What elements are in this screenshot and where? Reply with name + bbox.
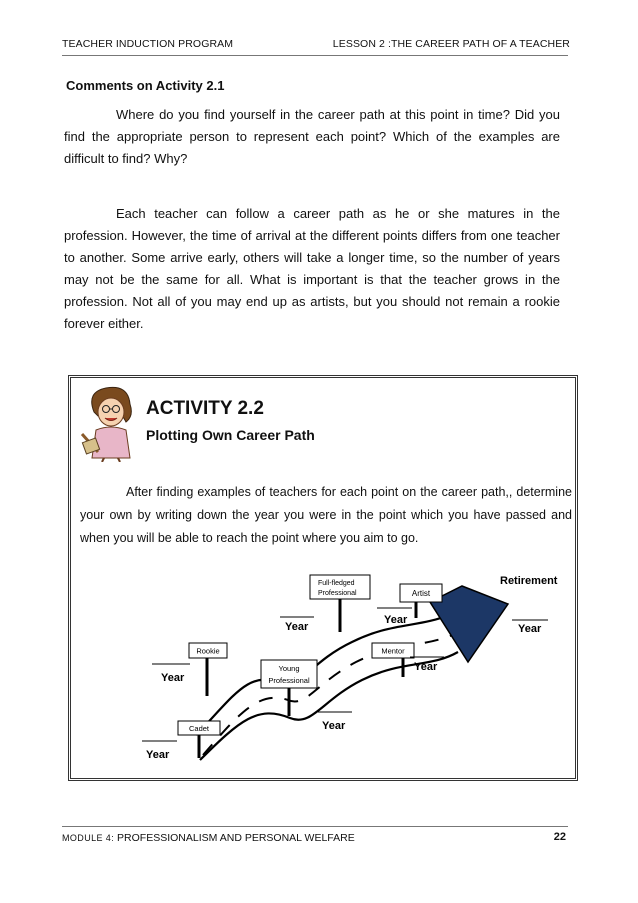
year-label-cadet: Year (146, 749, 170, 761)
career-path-diagram (70, 560, 576, 778)
stage-mentor-label: Mentor (381, 646, 405, 656)
footer-module-title: PROFESSIONALISM AND PERSONAL WELFARE (117, 832, 355, 844)
activity-subtitle: Plotting Own Career Path (146, 427, 315, 443)
stage-young-professional-label-2: Professional (268, 676, 310, 685)
stage-artist-label: Artist (411, 589, 431, 598)
comments-paragraph-2 (64, 203, 560, 335)
comments-paragraph-1-text: Where do you find yourself in the career path at this point in time? Did you find the appropriate person to represent each point? Which of the examples are difficult to find? Why? (64, 107, 560, 166)
year-label-artist: Year (384, 614, 408, 626)
comments-paragraph-2-text: Each teacher can follow a career path as he or she matures in the profession. However, the time of arrival at the different points differs from one teacher to another. Some arrive early, others will take a longer time, so the number of years may not be the same for all. What is important is that the teacher grows in the profession. Not all of you may end up as artists, but you should not remain a rookie forever either. (64, 206, 560, 331)
year-label-retirement: Year (518, 623, 542, 635)
career-path-road (196, 614, 452, 735)
footer-module (62, 832, 355, 844)
header-divider (62, 55, 568, 56)
page-number: 22 (553, 831, 566, 843)
stage-cadet-label: Cadet (188, 724, 210, 733)
teacher-cartoon-icon (76, 382, 144, 462)
header-lesson-title: LESSON 2 :THE CAREER PATH OF A TEACHER (332, 38, 570, 50)
year-label-full-fledged: Year (285, 621, 309, 633)
year-label-rookie: Year (161, 672, 185, 684)
activity-title: ACTIVITY 2.2 (146, 398, 264, 419)
activity-instructions-text: After finding examples of teachers for each point on the career path,, determine your own by writing down the year you were in the point which you have passed and when you will be able to reach the point where you aim to go. (80, 485, 572, 545)
stage-rookie-label: Rookie (196, 646, 220, 656)
retirement-label: Retirement (500, 575, 558, 587)
year-label-mentor: Year (414, 661, 438, 673)
comments-heading: Comments on Activity 2.1 (66, 78, 225, 93)
activity-instructions (80, 481, 572, 550)
footer-divider (62, 826, 568, 827)
stage-young-professional-label-1: Young (278, 664, 300, 673)
stage-full-fledged-label-1: Full-fledged (318, 580, 355, 587)
career-path-center-dashes (203, 634, 455, 755)
footer-module-number: MODULE 4: (62, 833, 115, 843)
header-program-title: TEACHER INDUCTION PROGRAM (62, 38, 234, 50)
year-label-young-professional: Year (322, 720, 346, 732)
comments-paragraph-1 (64, 104, 560, 170)
stage-full-fledged-label-2: Professional (318, 590, 357, 597)
